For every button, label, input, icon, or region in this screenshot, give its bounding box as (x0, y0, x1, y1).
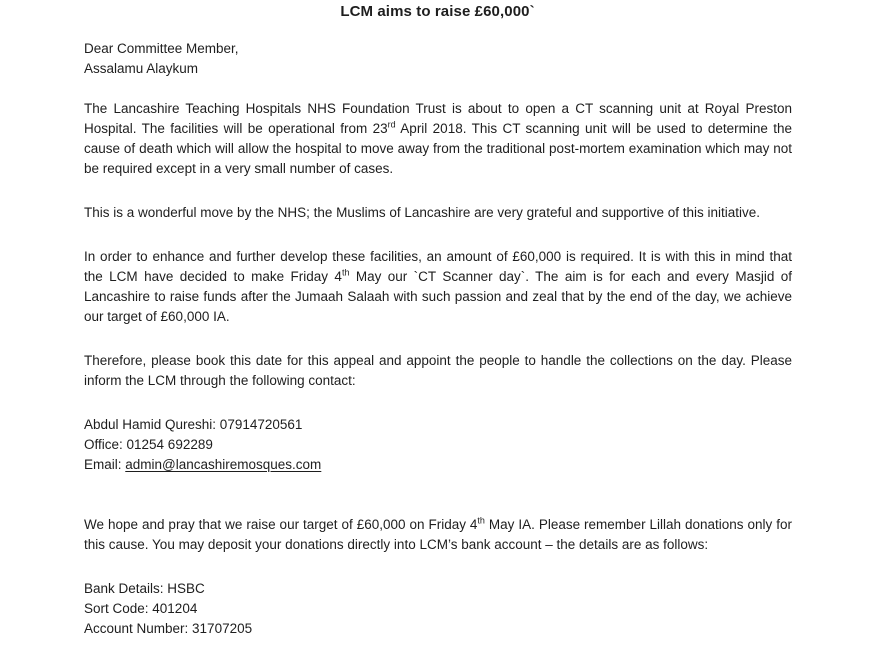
text-run: Therefore, please book this date for this appeal and appoint the people to handle the collections on the day. Please inform the LCM through the following contact: (84, 353, 792, 388)
text-run: Office: 01254 692289 (84, 437, 213, 452)
para-nhs-move-line (84, 203, 792, 223)
text-run: The Lancashire Teaching Hospitals NHS Foundation Trust is about to open a CT scanning unit at Royal Preston Hospital. The facilities will be operational from 23 (84, 101, 792, 136)
ordinal-superscript: rd (387, 119, 396, 130)
para-fundraising-line (84, 247, 792, 327)
bank-details-line (84, 619, 792, 639)
contact-details (84, 415, 792, 475)
email-link[interactable]: admin@lancashiremosques.com (125, 457, 322, 472)
contact-details-line (84, 435, 792, 455)
text-run: Account Number: 31707205 (84, 621, 253, 636)
text-run: Abdul Hamid Qureshi: 07914720561 (84, 417, 303, 432)
para-booking-line (84, 351, 792, 391)
text-run: April 2018. This CT scanning unit will be used to determine the cause of death which will allow the hospital to move away from the traditional post-mortem examination which may not be required except in a very small number of cases. (84, 121, 792, 176)
bank-details-line (84, 579, 792, 599)
bank-details-line (84, 599, 792, 619)
contact-details-line (84, 455, 792, 475)
text-run: May IA. Please remember Lillah donations only for this cause. You may deposit your donations directly into LCM’s bank account – the details are as follows: (84, 517, 792, 552)
salutation-line (84, 59, 792, 79)
text-run: May our `CT Scanner day`. The aim is for each and every Masjid of Lancashire to raise funds after the Jumaah Salaah with such passion and zeal that by the end of the day, we achieve our target of £60,000 IA. (84, 269, 793, 324)
para-booking (84, 351, 792, 391)
para-ct-unit-line (84, 99, 792, 179)
ordinal-superscript: th (477, 515, 485, 526)
salutation (84, 39, 792, 79)
para-ct-unit (84, 99, 792, 179)
para-donations (84, 515, 792, 555)
para-fundraising (84, 247, 792, 327)
ordinal-superscript: th (341, 267, 350, 278)
contact-details-line (84, 415, 792, 435)
bank-details (84, 579, 792, 639)
para-nhs-move (84, 203, 792, 223)
text-run: This is a wonderful move by the NHS; the Muslims of Lancashire are very grateful and supportive of this initiative. (84, 205, 761, 220)
text-run: We hope and pray that we raise our target of £60,000 on Friday 4 (84, 517, 478, 532)
text-run: Sort Code: 401204 (84, 601, 198, 616)
text-run: Assalamu Alaykum (84, 61, 199, 76)
text-run: Bank Details: HSBC (84, 581, 205, 596)
letter-body (84, 39, 792, 639)
text-run: Email: (84, 457, 126, 472)
para-donations-line (84, 515, 792, 555)
salutation-line (84, 39, 792, 59)
text-run: Dear Committee Member, (84, 41, 239, 56)
letter-title: LCM aims to raise £60,000` (340, 3, 535, 20)
text-run: In order to enhance and further develop these facilities, an amount of £60,000 is required. It is with this in mind that the LCM have decided to make Friday 4 (84, 249, 792, 284)
